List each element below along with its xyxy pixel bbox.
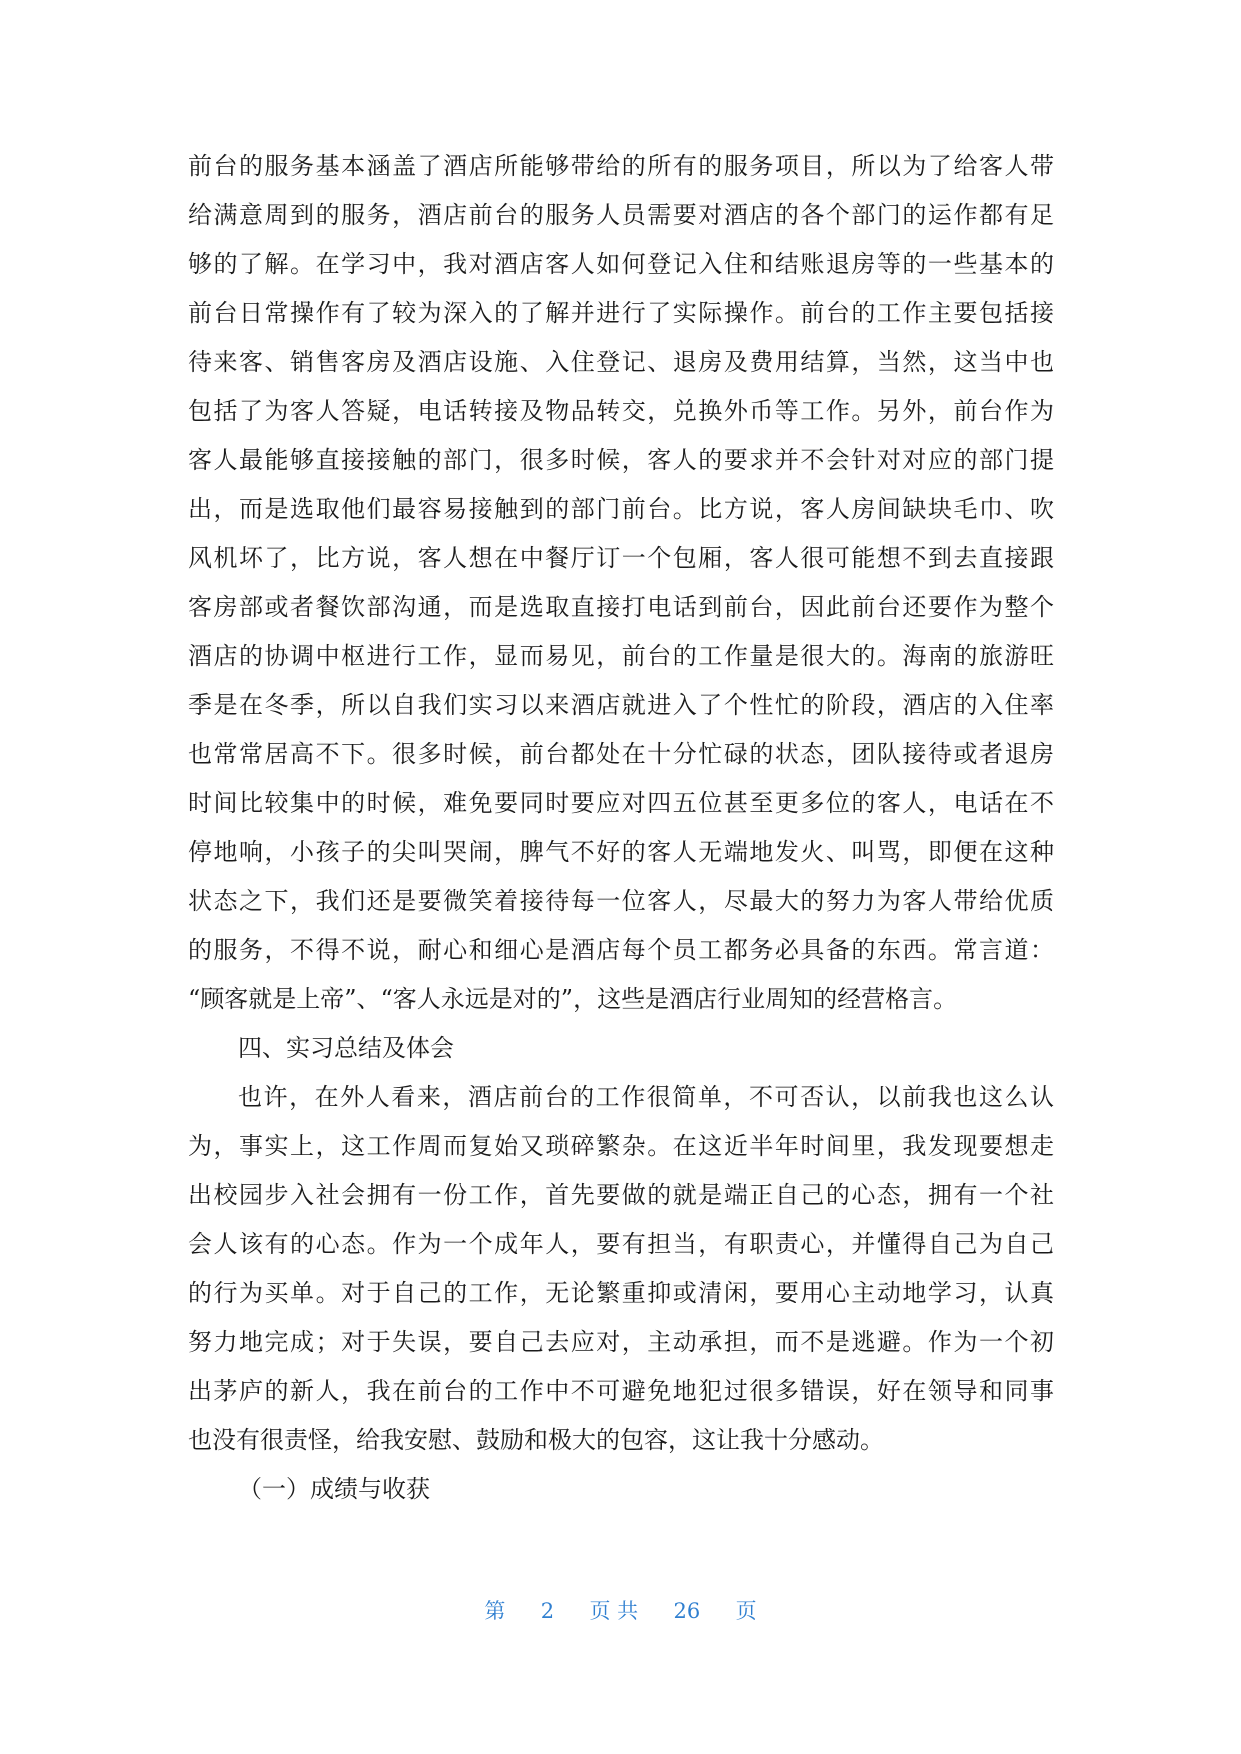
text-line: 也许，在外人看来，酒店前台的工作很简单，不可否认，以前我也这么认 (238, 1083, 1054, 1111)
text-line: 时间比较集中的时候，难免要同时要应对四五位甚至更多位的客人，电话在不 (188, 789, 1054, 817)
text-line: 包括了为客人答疑，电话转接及物品转交，兑换外币等工作。另外，前台作为 (188, 397, 1054, 425)
section-heading: 四、实习总结及体会 (238, 1034, 454, 1062)
text-line: 季是在冬季，所以自我们实习以来酒店就进入了个性忙的阶段，酒店的入住率 (188, 691, 1054, 719)
page-footer (0, 1595, 1241, 1625)
text-line: 风机坏了，比方说，客人想在中餐厅订一个包厢，客人很可能想不到去直接跟 (188, 544, 1054, 572)
text-line: “顾客就是上帝”、“客人永远是对的”，这些是酒店行业周知的经营格言。 (188, 985, 958, 1013)
text-line: 的行为买单。对于自己的工作，无论繁重抑或清闲，要用心主动地学习，认真 (188, 1279, 1054, 1307)
text-line: 停地响，小孩子的尖叫哭闹，脾气不好的客人无端地发火、叫骂，即便在这种 (188, 838, 1054, 866)
text-line: 为，事实上，这工作周而复始又琐碎繁杂。在这近半年时间里，我发现要想走 (188, 1132, 1054, 1160)
text-line: 状态之下，我们还是要微笑着接待每一位客人，尽最大的努力为客人带给优质 (188, 887, 1054, 915)
text-line: 待来客、销售客房及酒店设施、入住登记、退房及费用结算，当然，这当中也 (188, 348, 1054, 376)
text-line: 前台的服务基本涵盖了酒店所能够带给的所有的服务项目，所以为了给客人带 (188, 152, 1054, 180)
text-line: 够的了解。在学习中，我对酒店客人如何登记入住和结账退房等的一些基本的 (188, 250, 1054, 278)
document-body (188, 142, 1054, 1514)
text-line: 客房部或者餐饮部沟通，而是选取直接打电话到前台，因此前台还要作为整个 (188, 593, 1054, 621)
text-line: 也常常居高不下。很多时候，前台都处在十分忙碌的状态，团队接待或者退房 (188, 740, 1054, 768)
footer-middle: 页 共 (589, 1599, 639, 1623)
text-line: 出茅庐的新人，我在前台的工作中不可避免地犯过很多错误，好在领导和同事 (188, 1377, 1054, 1405)
text-line: 客人最能够直接接触的部门，很多时候，客人的要求并不会针对对应的部门提 (188, 446, 1054, 474)
text-line: 努力地完成；对于失误，要自己去应对，主动承担，而不是逃避。作为一个初 (188, 1328, 1054, 1356)
text-line: 前台日常操作有了较为深入的了解并进行了实际操作。前台的工作主要包括接 (188, 299, 1054, 327)
total-pages-number: 26 (673, 1599, 701, 1623)
text-line: 也没有很责怪，给我安慰、鼓励和极大的包容，这让我十分感动。 (188, 1426, 884, 1454)
footer-suffix: 页 (735, 1599, 757, 1623)
subsection-heading: （一）成绩与收获 (238, 1475, 430, 1503)
current-page-number: 2 (540, 1599, 555, 1623)
text-line: 的服务，不得不说，耐心和细心是酒店每个员工都务必具备的东西。常言道： (188, 936, 1054, 964)
text-line: 出，而是选取他们最容易接触到的部门前台。比方说，客人房间缺块毛巾、吹 (188, 495, 1054, 523)
text-line: 出校园步入社会拥有一份工作，首先要做的就是端正自己的心态，拥有一个社 (188, 1181, 1054, 1209)
text-line: 给满意周到的服务，酒店前台的服务人员需要对酒店的各个部门的运作都有足 (188, 201, 1054, 229)
text-line: 会人该有的心态。作为一个成年人，要有担当，有职责心，并懂得自己为自己 (188, 1230, 1054, 1258)
text-line: 酒店的协调中枢进行工作，显而易见，前台的工作量是很大的。海南的旅游旺 (188, 642, 1054, 670)
footer-prefix: 第 (484, 1599, 506, 1623)
